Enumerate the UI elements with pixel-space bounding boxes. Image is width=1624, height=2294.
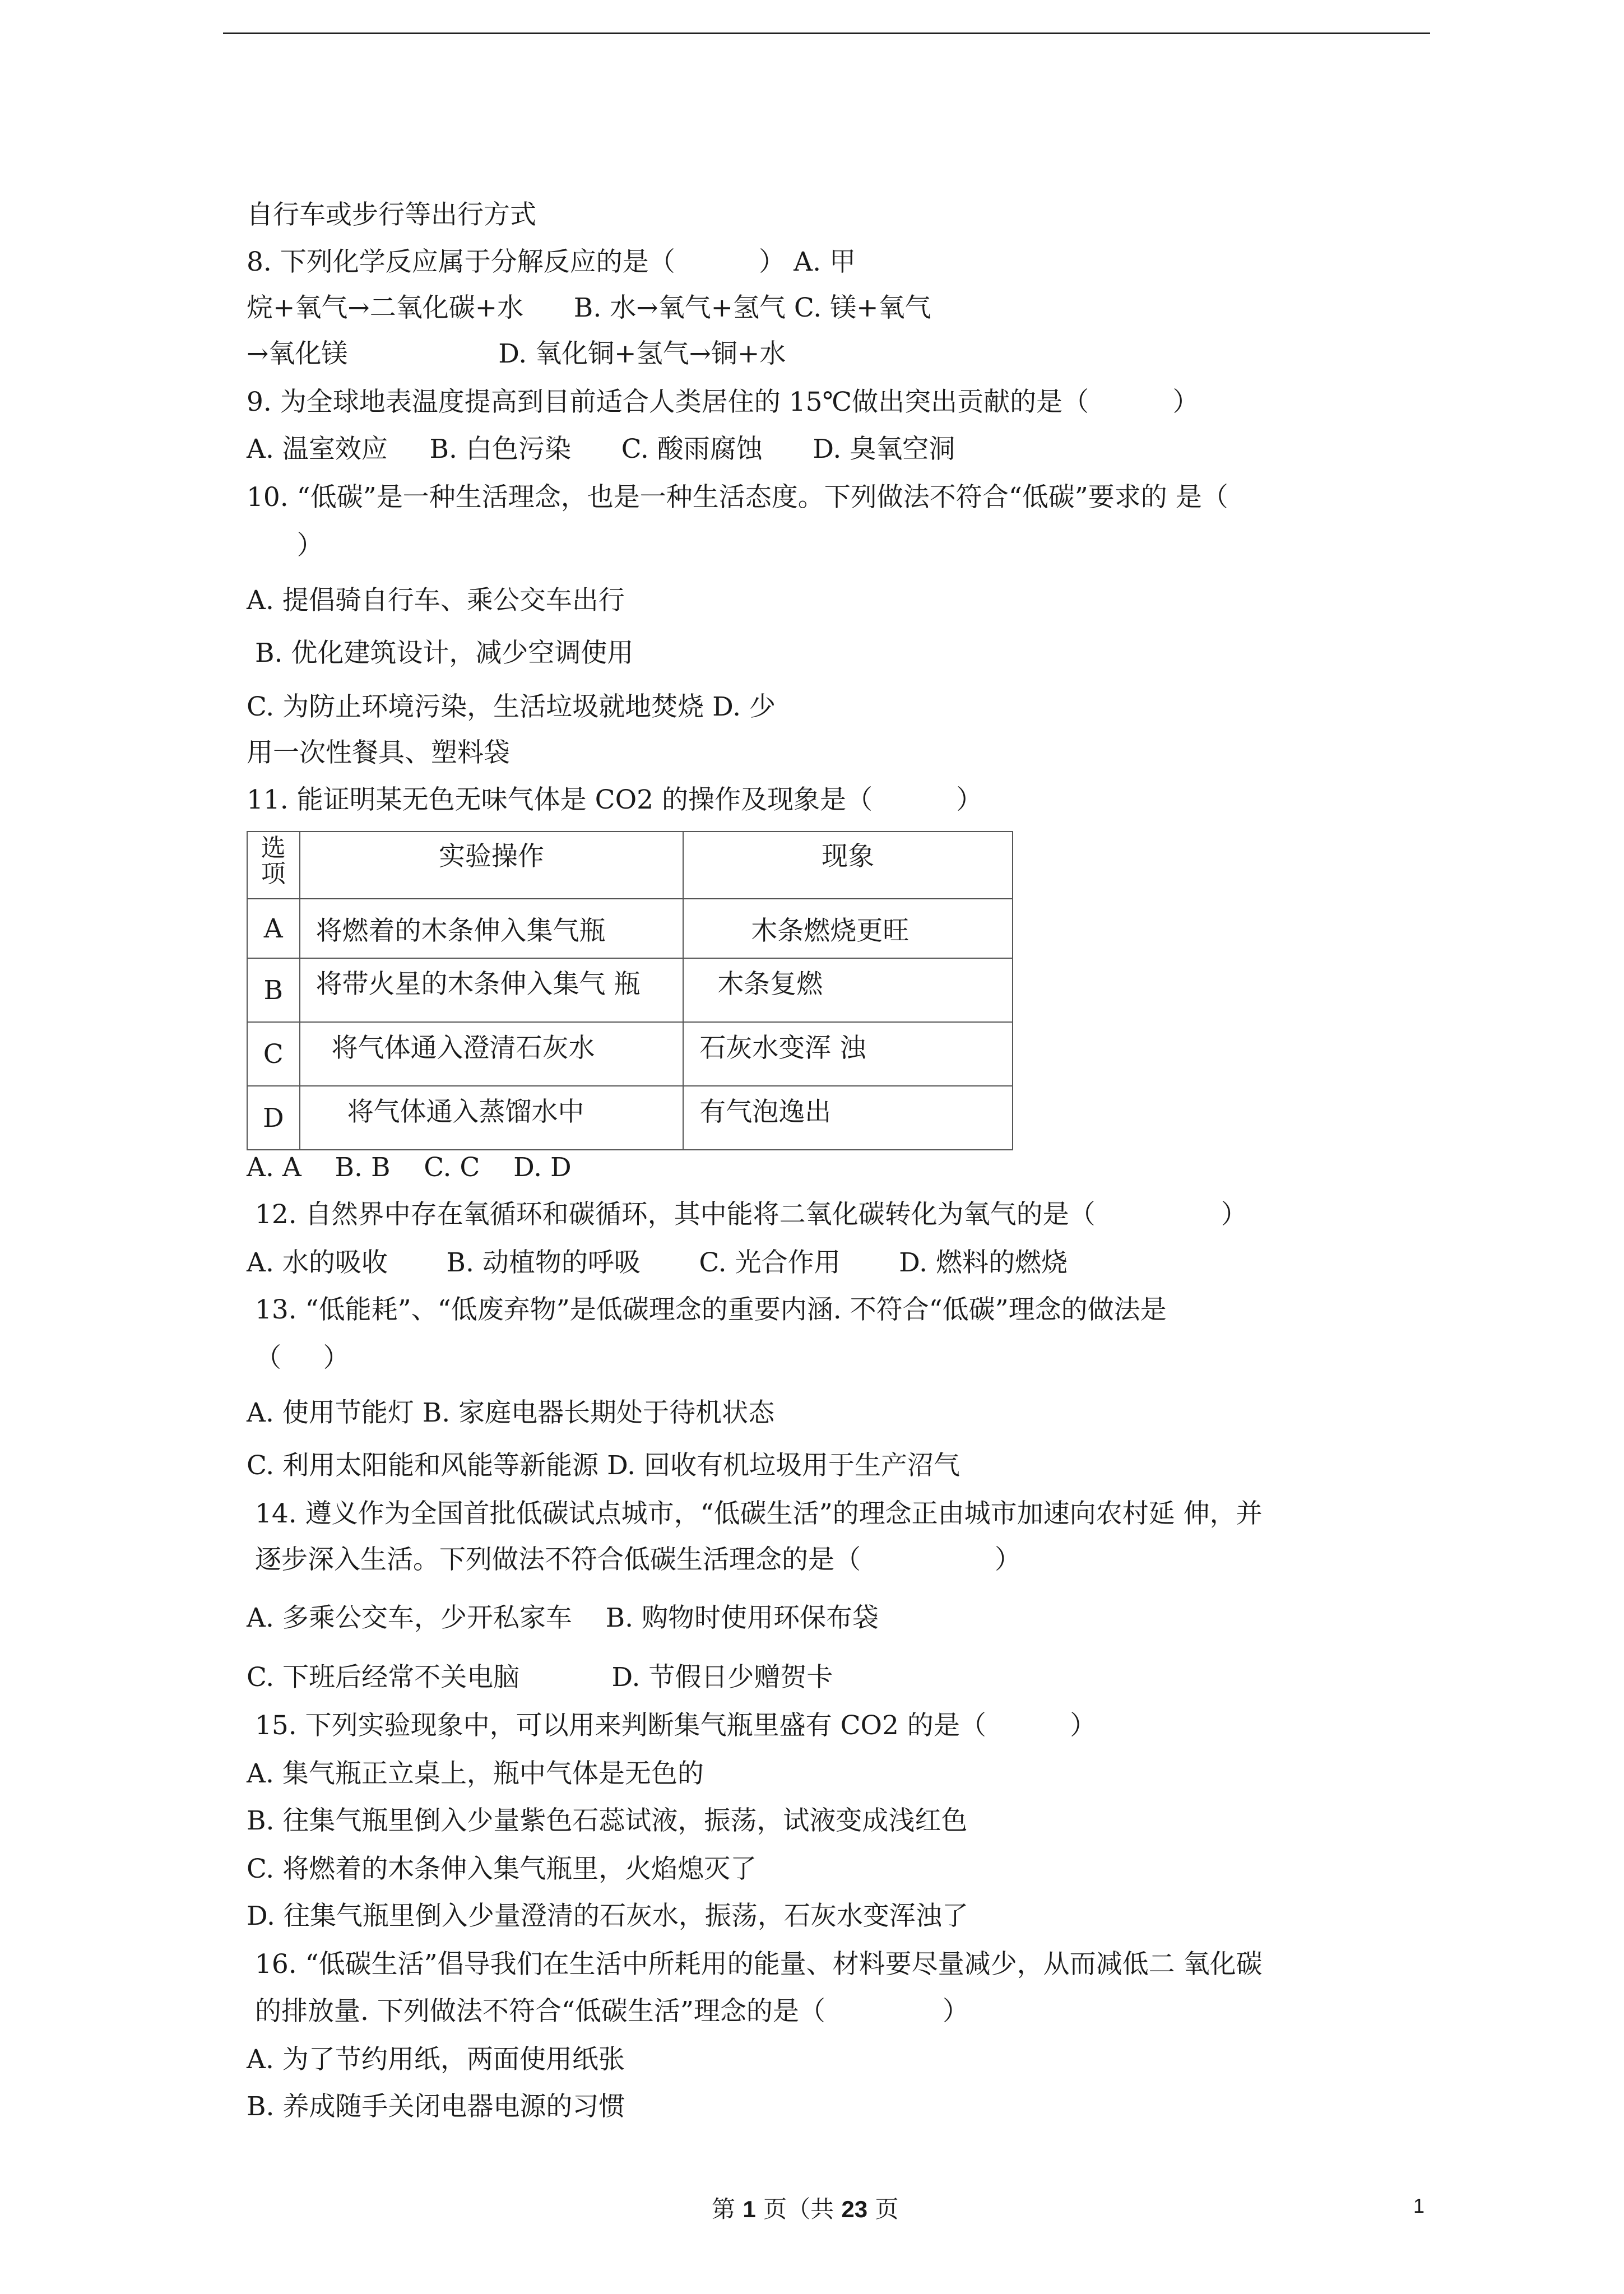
question-10-stem: ） bbox=[247, 530, 323, 561]
table-cell: 将燃着的木条伸入集气瓶 bbox=[300, 899, 684, 958]
page-footer bbox=[712, 2191, 899, 2225]
question-16-option-a: A. 为了节约用纸，两面使用纸张 bbox=[247, 2044, 625, 2075]
table-cell: 将带火星的木条伸入集气 瓶 bbox=[300, 958, 684, 1022]
question-15-option-d: D. 往集气瓶里倒入少量澄清的石灰水，振荡，石灰水变浑浊了 bbox=[247, 1901, 968, 1931]
table-cell: 有气泡逸出 bbox=[683, 1086, 1013, 1150]
table-header-row bbox=[247, 832, 1013, 899]
page-number: 1 bbox=[1413, 2194, 1425, 2217]
table-header-cell: 实验操作 bbox=[300, 832, 684, 899]
question-12-stem: 12. 自然界中存在氧循环和碳循环，其中能将二氧化碳转化为氧气的是（ ） bbox=[247, 1199, 1247, 1230]
question-10-stem: 10. “低碳”是一种生活理念，也是一种生活态度。下列做法不符合“低碳”要求的 是（ bbox=[247, 482, 1228, 513]
question-15-stem: 15. 下列实验现象中，可以用来判断集气瓶里盛有 CO2 的是（ ） bbox=[247, 1710, 1097, 1741]
question-8-options: →氧化镁 D. 氧化铜+氢气→铜+水 bbox=[247, 338, 786, 369]
table-cell: 将气体通入蒸馏水中 bbox=[300, 1086, 684, 1150]
question-14-options-ab: A. 多乘公交车，少开私家车 B. 购物时使用环保布袋 bbox=[247, 1603, 879, 1633]
table-cell: A bbox=[247, 899, 300, 958]
table-header-cell: 现象 bbox=[683, 832, 1013, 899]
question-10-option-b: B. 优化建筑设计，减少空调使用 bbox=[247, 638, 634, 668]
table-cell: 木条燃烧更旺 bbox=[683, 899, 1013, 958]
question-13-options-cd: C. 利用太阳能和风能等新能源 D. 回收有机垃圾用于生产沼气 bbox=[247, 1450, 960, 1481]
question-10-option-a: A. 提倡骑自行车、乘公交车出行 bbox=[247, 585, 625, 616]
question-13-stem: （ ） bbox=[247, 1343, 350, 1373]
question-8-options: 烷+氧气→二氧化碳+水 B. 水→氧气+氢气 C. 镁+氧气 bbox=[247, 292, 931, 323]
question-9-stem: 9. 为全球地表温度提高到目前适合人类居住的 15℃做出突出贡献的是（ ） bbox=[247, 387, 1199, 417]
question-11-table bbox=[247, 831, 1013, 1150]
table-row bbox=[247, 958, 1013, 1022]
table-row bbox=[247, 899, 1013, 958]
question-13-stem: 13. “低能耗”、“低废弃物”是低碳理念的重要内涵. 不符合“低碳”理念的做法是 bbox=[247, 1294, 1167, 1325]
question-15-option-a: A. 集气瓶正立桌上，瓶中气体是无色的 bbox=[247, 1758, 704, 1789]
table-cell: C bbox=[247, 1022, 300, 1086]
footer-text: 页（共 bbox=[755, 2195, 842, 2223]
question-10-option-c: C. 为防止环境污染，生活垃圾就地焚烧 D. 少 bbox=[247, 691, 776, 722]
question-9-options: A. 温室效应 B. 白色污染 C. 酸雨腐蚀 D. 臭氧空洞 bbox=[247, 434, 955, 465]
question-8-stem: 8. 下列化学反应属于分解反应的是（ ） A. 甲 bbox=[247, 247, 856, 277]
question-16-option-b: B. 养成随手关闭电器电源的习惯 bbox=[247, 2091, 625, 2122]
footer-text: 第 bbox=[712, 2195, 743, 2223]
text-line: 自行车或步行等出行方式 bbox=[247, 199, 536, 230]
question-11-stem: 11. 能证明某无色无味气体是 CO2 的操作及现象是（ ） bbox=[247, 784, 983, 815]
table-row bbox=[247, 1086, 1013, 1150]
footer-total: 23 bbox=[841, 2196, 868, 2222]
question-15-option-b: B. 往集气瓶里倒入少量紫色石蕊试液，振荡，试液变成浅红色 bbox=[247, 1805, 968, 1836]
table-cell: 将气体通入澄清石灰水 bbox=[300, 1022, 684, 1086]
question-16-stem: 的排放量. 下列做法不符合“低碳生活”理念的是（ ） bbox=[247, 1996, 969, 2027]
header-rule bbox=[223, 32, 1430, 34]
question-14-stem: 逐步深入生活。下列做法不符合低碳生活理念的是（ ） bbox=[247, 1544, 1021, 1575]
question-15-option-c: C. 将燃着的木条伸入集气瓶里，火焰熄灭了 bbox=[247, 1854, 757, 1884]
table-row bbox=[247, 1022, 1013, 1086]
question-12-options: A. 水的吸收 B. 动植物的呼吸 C. 光合作用 D. 燃料的燃烧 bbox=[247, 1247, 1068, 1278]
table-header-cell: 选项 bbox=[247, 832, 300, 899]
footer-page: 1 bbox=[743, 2196, 756, 2222]
table-cell: 木条复燃 bbox=[683, 958, 1013, 1022]
footer-text: 页 bbox=[867, 2195, 899, 2223]
question-10-option-d: 用一次性餐具、塑料袋 bbox=[247, 737, 510, 768]
question-13-options-ab: A. 使用节能灯 B. 家庭电器长期处于待机状态 bbox=[247, 1397, 775, 1428]
table-cell: B bbox=[247, 958, 300, 1022]
question-16-stem: 16. “低碳生活”倡导我们在生活中所耗用的能量、材料要尽量减少，从而减低二 氧化碳 bbox=[247, 1949, 1263, 1980]
question-11-options: A. A B. B C. C D. D bbox=[247, 1152, 572, 1183]
question-14-stem: 14. 遵义作为全国首批低碳试点城市，“低碳生活”的理念正由城市加速向农村延 伸，并 bbox=[247, 1498, 1263, 1529]
question-14-options-cd: C. 下班后经常不关电脑 D. 节假日少赠贺卡 bbox=[247, 1662, 833, 1693]
table-cell: 石灰水变浑 浊 bbox=[683, 1022, 1013, 1086]
table-cell: D bbox=[247, 1086, 300, 1150]
